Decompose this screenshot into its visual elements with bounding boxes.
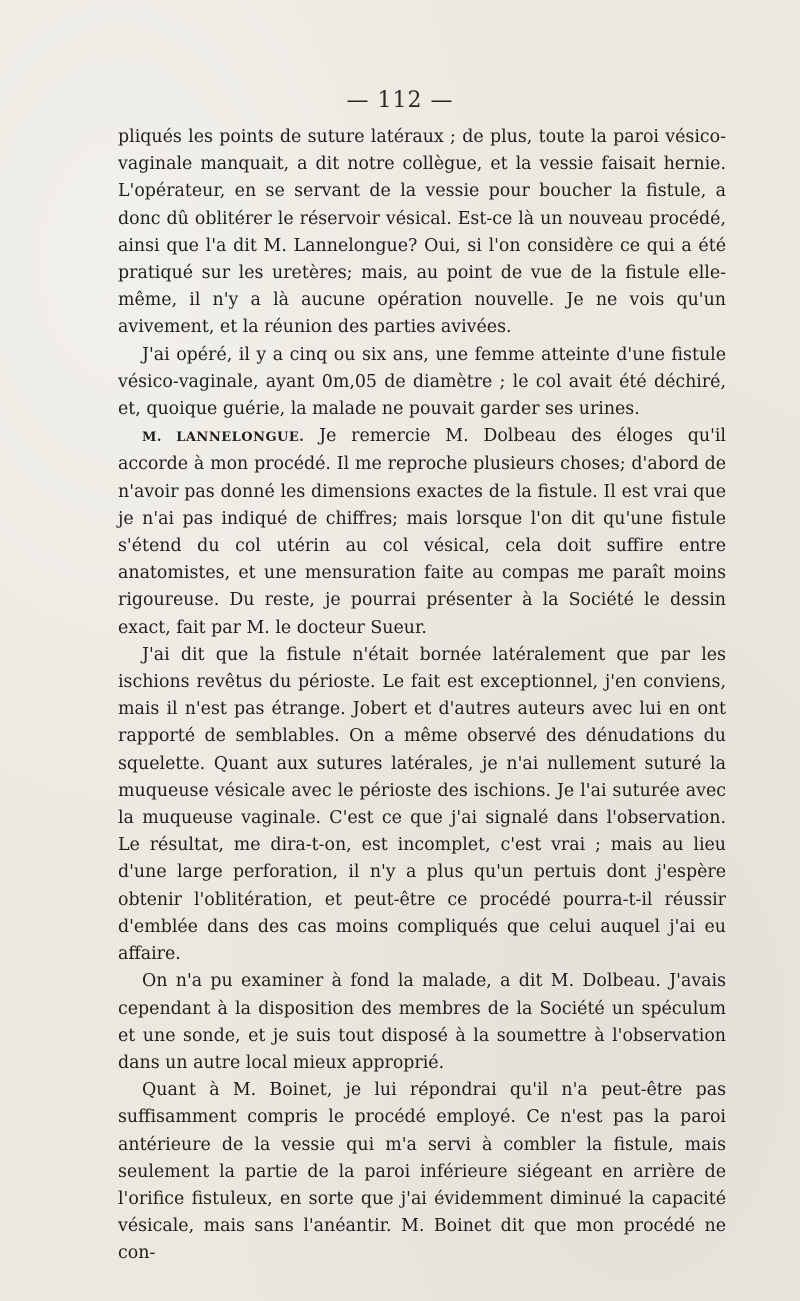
paragraph-4: J'ai dit que la fistule n'était bornée latéralement que par les ischions revêtus du périoste. Le fait est exceptionnel, j'en conviens, mais il n'est pas étrange. Jobert et d'autres auteurs avec lui en ont rapporté de semblables. On a même observé des dénudations du squelette. Quant aux sutures latérales, je n'ai nullement suturé la muqueuse vésicale avec le périoste des ischions. Je l'ai suturée avec la muqueuse vaginale. C'est ce que j'ai signalé dans l'observation. Le résultat, me dira-t-on, est incomplet, c'est vrai ; mais au lieu d'une large perforation, il n'y a plus qu'un pertuis dont j'espère obtenir l'oblitération, et peut-être ce procédé pourra-t-il réussir d'emblée dans des cas moins compliqués que celui auquel j'ai eu affaire. <box>118 644 726 965</box>
paragraph-3 <box>118 423 726 642</box>
paragraph-1: pliqués les points de suture latéraux ; de plus, toute la paroi vésico-vaginale manquait, a dit notre collègue, et la vessie faisait hernie. L'opérateur, en se servant de la vessie pour boucher la fistule, a donc dû oblitérer le réservoir vésical. Est-ce là un nouveau procédé, ainsi que l'a dit M. Lannelongue? Oui, si l'on considère ce qui a été pratiqué sur les uretères; mais, au point de vue de la fistule elle-même, il n'y a là aucune opération nouvelle. Je ne vois qu'un avivement, et la réunion des parties avivées. <box>118 127 726 338</box>
page-number: — 112 — <box>346 88 454 113</box>
body-text <box>118 124 726 1268</box>
paragraph-6: Quant à M. Boinet, je lui répondrai qu'il n'a peut-être pas suffisamment compris le procédé employé. Ce n'est pas la paroi antérieure de la vessie qui m'a servi à combler la fistule, mais seulement la partie de la paroi inférieure siégeant en arrière de l'orifice fistuleux, en sorte que j'ai évidemment diminué la capacité vésicale, mais sans l'anéantir. M. Boinet dit que mon procédé ne con- <box>118 1080 726 1264</box>
paragraph-2: J'ai opéré, il y a cinq ou six ans, une femme atteinte d'une fistule vésico-vaginale, ayant 0m,05 de diamètre ; le col avait été déchiré, et, quoique guérie, la malade ne pouvait garder ses urines. <box>118 344 726 420</box>
speaker-name: M. LANNELONGUE. <box>142 430 305 446</box>
paragraph-3-text: Je remercie M. Dolbeau des éloges qu'il accorde à mon procédé. Il me reproche plusieurs choses; d'abord de n'avoir pas donné les dimensions exactes de la fistule. Il est vrai que je n'ai pas indiqué de chiffres; mais lorsque l'on dit qu'une fistule s'étend du col utérin au col vésical, cela doit suffire entre anatomistes, et une mensuration faite au compas me paraît moins rigoureuse. Du reste, je pourrai présenter à la Société le dessin exact, fait par M. le docteur Sueur. <box>118 426 726 638</box>
paragraph-5: On n'a pu examiner à fond la malade, a dit M. Dolbeau. J'avais cependant à la disposition des membres de la Société un spéculum et une sonde, et je suis tout disposé à la soumettre à l'observation dans un autre local mieux approprié. <box>118 971 726 1073</box>
